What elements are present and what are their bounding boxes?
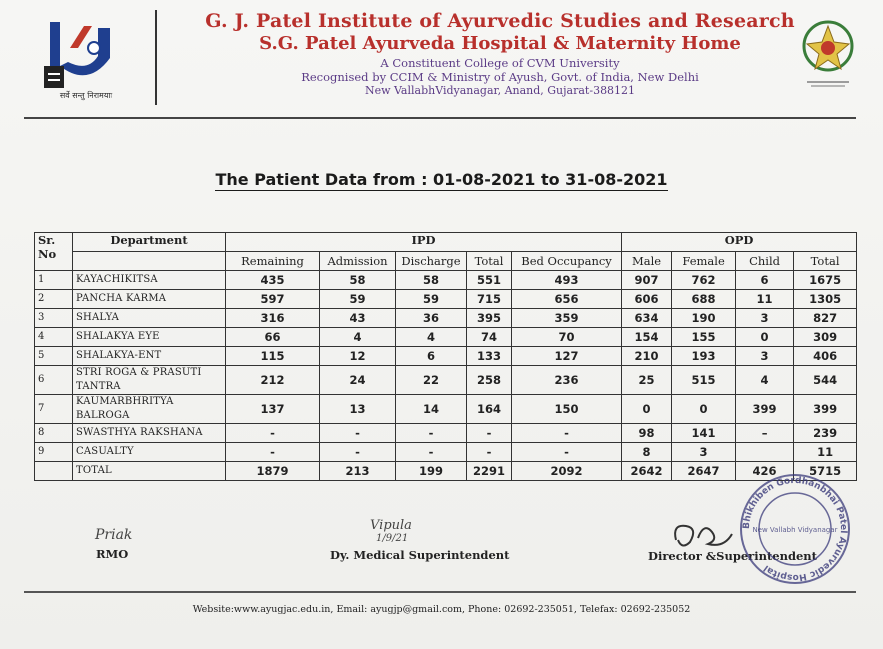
cell-female: 515 bbox=[672, 366, 736, 395]
table-row bbox=[35, 290, 857, 309]
cell-bed-occupancy: 127 bbox=[512, 347, 622, 366]
cell-sr-no: 7 bbox=[35, 395, 73, 424]
cell-admission: 58 bbox=[320, 271, 396, 290]
col-header-remaining: Remaining bbox=[226, 252, 320, 271]
table-row bbox=[35, 271, 857, 290]
cell-sr-no: 8 bbox=[35, 424, 73, 443]
cell-female: 155 bbox=[672, 328, 736, 347]
cell-opd-total: 11 bbox=[794, 443, 857, 462]
cell-sr-no: 2 bbox=[35, 290, 73, 309]
header-rule bbox=[24, 117, 856, 119]
col-header-opd-total: Total bbox=[794, 252, 857, 271]
table-header-row-1 bbox=[35, 233, 857, 252]
hospital-name: S.G. Patel Ayurveda Hospital & Maternity Home bbox=[259, 33, 741, 54]
cell-male: 2642 bbox=[622, 462, 672, 481]
cell-child: 11 bbox=[736, 290, 794, 309]
cell-remaining: - bbox=[226, 424, 320, 443]
cell-ipd-total: 74 bbox=[467, 328, 512, 347]
col-header-bed-occupancy: Bed Occupancy bbox=[512, 252, 622, 271]
cell-male: 8 bbox=[622, 443, 672, 462]
cell-male: 98 bbox=[622, 424, 672, 443]
cell-female: 141 bbox=[672, 424, 736, 443]
director-label: Director &Superintendent bbox=[648, 549, 817, 563]
cell-admission: 213 bbox=[320, 462, 396, 481]
cell-child: 3 bbox=[736, 309, 794, 328]
cell-department: SHALYA bbox=[73, 309, 226, 328]
stamp-outer-text: Bhikhiben Gordhanbhai Patel Ayurvedic Hospital bbox=[741, 475, 849, 583]
cell-opd-total: 399 bbox=[794, 395, 857, 424]
cell-opd-total: 1675 bbox=[794, 271, 857, 290]
cell-male: 210 bbox=[622, 347, 672, 366]
cell-bed-occupancy: 2092 bbox=[512, 462, 622, 481]
cell-ipd-total: 164 bbox=[467, 395, 512, 424]
cell-ipd-total: 2291 bbox=[467, 462, 512, 481]
cell-discharge: - bbox=[396, 424, 467, 443]
cell-department: TOTAL bbox=[73, 462, 226, 481]
table-body bbox=[35, 271, 857, 481]
cell-male: 154 bbox=[622, 328, 672, 347]
cell-remaining: 1879 bbox=[226, 462, 320, 481]
cell-discharge: 199 bbox=[396, 462, 467, 481]
cell-child: 6 bbox=[736, 271, 794, 290]
cell-child bbox=[736, 443, 794, 462]
cell-female: 688 bbox=[672, 290, 736, 309]
cell-child: 0 bbox=[736, 328, 794, 347]
col-header-male: Male bbox=[622, 252, 672, 271]
cell-discharge: 22 bbox=[396, 366, 467, 395]
dept-subheader-blank bbox=[73, 252, 226, 271]
cell-department: CASUALTY bbox=[73, 443, 226, 462]
table-row bbox=[35, 309, 857, 328]
hospital-stamp bbox=[736, 470, 854, 588]
cell-remaining: 435 bbox=[226, 271, 320, 290]
institute-logo bbox=[40, 18, 132, 100]
cell-remaining: 115 bbox=[226, 347, 320, 366]
rmo-signature: Priak bbox=[95, 527, 133, 543]
cell-department: STRI ROGA & PRASUTI TANTRA bbox=[73, 366, 226, 395]
cell-opd-total: 5715 bbox=[794, 462, 857, 481]
cell-child: 4 bbox=[736, 366, 794, 395]
cell-female: 762 bbox=[672, 271, 736, 290]
cell-child: 3 bbox=[736, 347, 794, 366]
dms-label: Dy. Medical Superintendent bbox=[330, 548, 510, 562]
cell-sr-no: 6 bbox=[35, 366, 73, 395]
cell-remaining: 212 bbox=[226, 366, 320, 395]
col-header-child: Child bbox=[736, 252, 794, 271]
cell-opd-total: 406 bbox=[794, 347, 857, 366]
cell-department: PANCHA KARMA bbox=[73, 290, 226, 309]
cell-female: 190 bbox=[672, 309, 736, 328]
cell-department: SHALAKYA EYE bbox=[73, 328, 226, 347]
cell-opd-total: 827 bbox=[794, 309, 857, 328]
cell-sr-no: 5 bbox=[35, 347, 73, 366]
cell-female: 2647 bbox=[672, 462, 736, 481]
letterhead bbox=[170, 10, 830, 97]
cell-child: 426 bbox=[736, 462, 794, 481]
cell-ipd-total: 258 bbox=[467, 366, 512, 395]
cell-discharge: 6 bbox=[396, 347, 467, 366]
cell-admission: 12 bbox=[320, 347, 396, 366]
institute-name: G. J. Patel Institute of Ayurvedic Studies and Research bbox=[205, 10, 795, 32]
cell-ipd-total: 551 bbox=[467, 271, 512, 290]
cell-child: – bbox=[736, 424, 794, 443]
cell-department: SHALAKYA-ENT bbox=[73, 347, 226, 366]
table-row bbox=[35, 328, 857, 347]
cell-discharge: 58 bbox=[396, 271, 467, 290]
cell-remaining: - bbox=[226, 443, 320, 462]
cell-sr-no: 1 bbox=[35, 271, 73, 290]
cell-admission: - bbox=[320, 424, 396, 443]
cell-bed-occupancy: 359 bbox=[512, 309, 622, 328]
table-row bbox=[35, 424, 857, 443]
cell-sr-no: 9 bbox=[35, 443, 73, 462]
cell-department: KAYACHIKITSA bbox=[73, 271, 226, 290]
table-row bbox=[35, 395, 857, 424]
cell-discharge: 59 bbox=[396, 290, 467, 309]
cell-bed-occupancy: 236 bbox=[512, 366, 622, 395]
col-header-sr: Sr. No bbox=[35, 233, 73, 271]
cell-bed-occupancy: 656 bbox=[512, 290, 622, 309]
cell-sr-no: 3 bbox=[35, 309, 73, 328]
cell-sr-no bbox=[35, 462, 73, 481]
rmo-label: RMO bbox=[96, 547, 129, 561]
address-line: New VallabhVidyanagar, Anand, Gujarat-388121 bbox=[364, 84, 636, 97]
cell-admission: 13 bbox=[320, 395, 396, 424]
affiliation-line: A Constituent College of CVM University bbox=[380, 56, 620, 70]
cell-remaining: 137 bbox=[226, 395, 320, 424]
cell-department: SWASTHYA RAKSHANA bbox=[73, 424, 226, 443]
cell-remaining: 316 bbox=[226, 309, 320, 328]
cell-bed-occupancy: 493 bbox=[512, 271, 622, 290]
table-total-row bbox=[35, 462, 857, 481]
header-divider bbox=[155, 10, 157, 105]
cell-female: 0 bbox=[672, 395, 736, 424]
col-header-discharge: Discharge bbox=[396, 252, 467, 271]
cell-admission: 43 bbox=[320, 309, 396, 328]
cell-bed-occupancy: 70 bbox=[512, 328, 622, 347]
col-header-opd: OPD bbox=[622, 233, 857, 252]
col-header-female: Female bbox=[672, 252, 736, 271]
cell-opd-total: 1305 bbox=[794, 290, 857, 309]
cell-bed-occupancy: - bbox=[512, 424, 622, 443]
cell-remaining: 597 bbox=[226, 290, 320, 309]
report-title bbox=[0, 170, 883, 189]
cell-sr-no: 4 bbox=[35, 328, 73, 347]
cell-female: 3 bbox=[672, 443, 736, 462]
col-header-ipd-total: Total bbox=[467, 252, 512, 271]
col-header-ipd: IPD bbox=[226, 233, 622, 252]
cell-ipd-total: - bbox=[467, 443, 512, 462]
cell-discharge: 14 bbox=[396, 395, 467, 424]
cell-discharge: 36 bbox=[396, 309, 467, 328]
table-header-row-2 bbox=[35, 252, 857, 271]
dms-sign-date: 1/9/21 bbox=[376, 533, 409, 544]
cell-male: 907 bbox=[622, 271, 672, 290]
patient-data-table bbox=[34, 232, 857, 481]
cell-bed-occupancy: - bbox=[512, 443, 622, 462]
stamp-inner-text: New Vallabh Vidyanagar bbox=[752, 526, 838, 534]
cell-female: 193 bbox=[672, 347, 736, 366]
cell-ipd-total: - bbox=[467, 424, 512, 443]
cell-opd-total: 239 bbox=[794, 424, 857, 443]
institute-motto: सर्वे सन्तु निरामयाः bbox=[59, 91, 113, 100]
col-header-department: Department bbox=[73, 233, 226, 252]
cell-remaining: 66 bbox=[226, 328, 320, 347]
cell-male: 25 bbox=[622, 366, 672, 395]
footer-rule bbox=[24, 591, 856, 593]
table-row bbox=[35, 366, 857, 395]
cell-admission: 4 bbox=[320, 328, 396, 347]
table-row bbox=[35, 347, 857, 366]
cell-ipd-total: 715 bbox=[467, 290, 512, 309]
cell-bed-occupancy: 150 bbox=[512, 395, 622, 424]
recognition-line: Recognised by CCIM & Ministry of Ayush, Govt. of India, New Delhi bbox=[301, 70, 699, 84]
cell-admission: 24 bbox=[320, 366, 396, 395]
dms-signature: Vipula bbox=[370, 518, 412, 533]
cell-male: 606 bbox=[622, 290, 672, 309]
footer-contact: Website:www.ayugjac.edu.in, Email: ayugjp@gmail.com, Phone: 02692-235051, Telefax: 02692-235052 bbox=[192, 604, 691, 615]
cell-department: KAUMARBHRITYA BALROGA bbox=[73, 395, 226, 424]
cell-male: 0 bbox=[622, 395, 672, 424]
cell-male: 634 bbox=[622, 309, 672, 328]
cell-ipd-total: 395 bbox=[467, 309, 512, 328]
cell-discharge: - bbox=[396, 443, 467, 462]
cell-opd-total: 309 bbox=[794, 328, 857, 347]
report-title-text: The Patient Data from : 01-08-2021 to 31-08-2021 bbox=[215, 170, 668, 189]
cell-admission: - bbox=[320, 443, 396, 462]
col-header-admission: Admission bbox=[320, 252, 396, 271]
table-row bbox=[35, 443, 857, 462]
hospital-emblem bbox=[797, 14, 859, 92]
cell-opd-total: 544 bbox=[794, 366, 857, 395]
cell-admission: 59 bbox=[320, 290, 396, 309]
cell-ipd-total: 133 bbox=[467, 347, 512, 366]
cell-discharge: 4 bbox=[396, 328, 467, 347]
cell-child: 399 bbox=[736, 395, 794, 424]
